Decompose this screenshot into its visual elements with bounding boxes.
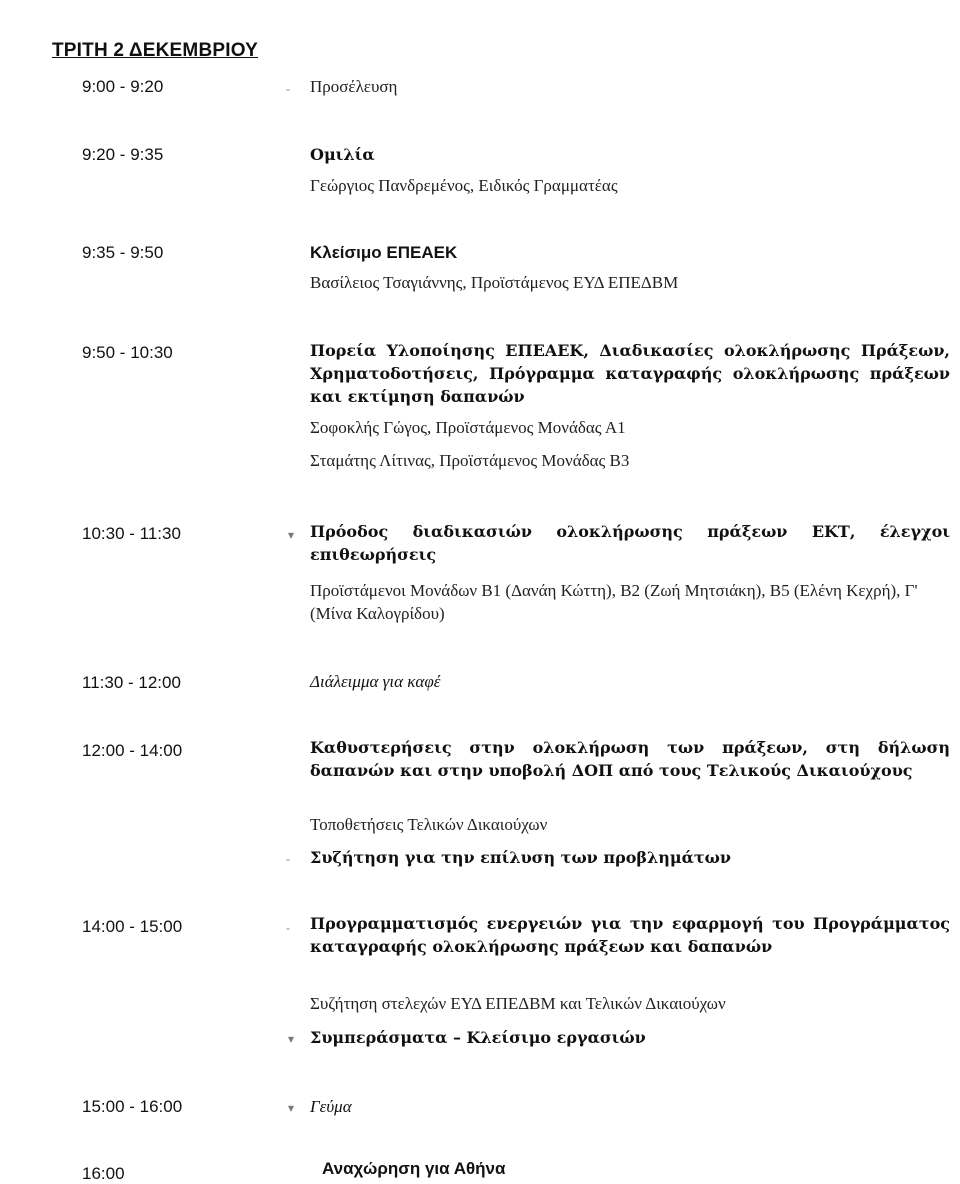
session-time: 16:00 [82,1164,125,1183]
bullet-dash: ▾ [288,528,295,542]
session-time: 15:00 - 16:00 [82,1097,183,1116]
session-title: Πορεία Υλοποίησης ΕΠΕΑΕΚ, Διαδικασίες ολοκλήρωσης Πράξεων, Χρηματοδοτήσεις, Πρόγραμμα καταγραφής ολοκλήρωσης πράξεων και εκτίμηση δαπανών [310,341,950,406]
session-title: Καθυστερήσεις στην ολοκλήρωση των πράξεων, στη δήλωση δαπανών και στην υποβολή ΔΟΠ από τους Τελικούς Δικαιούχους [310,738,950,780]
session-title: Πρόοδος διαδικασιών ολοκλήρωσης πράξεων ΕΚΤ, έλεγχοι επιθεωρήσεις [310,522,950,564]
session-speaker: Συζήτηση στελεχών ΕΥΔ ΕΠΕΔΒΜ και Τελικών Δικαιούχων [310,994,726,1013]
bullet-dash: - [286,852,290,866]
session-speaker: Βασίλειος Τσαγιάννης, Προϊστάμενος ΕΥΔ ΕΠΕΔΒΜ [310,273,679,292]
session-time: 10:30 - 11:30 [82,524,181,543]
session-time: 9:50 - 10:30 [82,343,173,362]
session-title: Διάλειμμα για καφέ [310,672,441,691]
session-time: 12:00 - 14:00 [82,741,183,760]
session-title: Κλείσιμο ΕΠΕΑΕΚ [310,243,458,262]
session-speaker: Τοποθετήσεις Τελικών Δικαιούχων [310,815,548,834]
session-speaker: Σοφοκλής Γώγος, Προϊστάμενος Μονάδας Α1 [310,418,626,437]
session-time: 9:35 - 9:50 [82,243,164,262]
bullet-dash: ▾ [288,1101,295,1115]
session-speaker: Γεώργιος Πανδρεμένος, Ειδικός Γραμματέας [310,176,618,195]
session-title: Γεύμα [310,1097,352,1116]
session-subtitle: Συζήτηση για την επίλυση των προβλημάτων [310,848,731,867]
bullet-dash: - [286,82,290,96]
session-speaker: Σταμάτης Λίτινας, Προϊστάμενος Μονάδας Β3 [310,451,630,470]
day-header: ΤΡΙΤΗ 2 ΔΕΚΕΜΒΡΙΟΥ [52,40,259,61]
session-title: Ομιλία [310,145,375,164]
session-title: Προγραμματισμός ενεργειών για την εφαρμογή του Προγράμματος καταγραφής ολοκλήρωσης πράξεων και δαπανών [310,914,950,956]
session-time: 14:00 - 15:00 [82,917,183,936]
session-speaker: Προϊστάμενοι Μονάδων Β1 (Δανάη Κώττη), Β2 (Ζωή Μητσιάκη), Β5 (Ελένη Κεχρή), Γ' (Μίνα Καλογρίδου) [310,581,918,623]
bullet-dash: ▾ [288,1032,295,1046]
session-time: 11:30 - 12:00 [82,673,181,692]
session-time: 9:00 - 9:20 [82,77,164,96]
session-subtitle: Συμπεράσματα – Κλείσιμο εργασιών [310,1028,646,1047]
bullet-dash: - [286,921,290,935]
session-time: 9:20 - 9:35 [82,145,164,164]
session-title: Προσέλευση [310,77,398,96]
session-title: Αναχώρηση για Αθήνα [322,1159,506,1178]
